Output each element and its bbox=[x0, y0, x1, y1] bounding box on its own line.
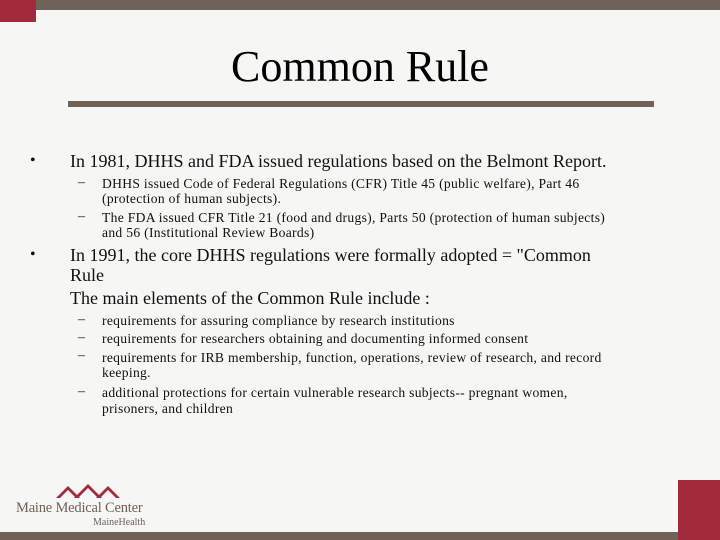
sub-bullet-1-1-line-2: (protection of human subjects). bbox=[102, 191, 282, 206]
dash-marker: – bbox=[78, 175, 85, 190]
sub-bullet-2-3-line-2: keeping. bbox=[102, 365, 151, 380]
bullet-marker: • bbox=[30, 246, 36, 263]
maine-medical-logo bbox=[16, 482, 166, 532]
bullet-2-line-1: In 1991, the core DHHS regulations were formally adopted = "Common bbox=[70, 245, 591, 265]
bullet-marker: • bbox=[30, 152, 36, 169]
logo-subtext: MaineHealth bbox=[93, 517, 146, 528]
mountain-roof-logo-icon bbox=[56, 482, 126, 500]
dash-marker: – bbox=[78, 209, 85, 224]
dash-marker: – bbox=[78, 312, 85, 327]
bottom-corner-block bbox=[678, 480, 720, 540]
sub-bullet-1-1-line-1: DHHS issued Code of Federal Regulations (CFR) Title 45 (public welfare), Part 46 bbox=[102, 176, 580, 191]
bottom-accent-bar bbox=[0, 532, 720, 540]
slide-title: Common Rule bbox=[231, 42, 489, 91]
dash-marker: – bbox=[78, 384, 85, 399]
dash-marker: – bbox=[78, 348, 85, 363]
sub-bullet-2-2: requirements for researchers obtaining and documenting informed consent bbox=[102, 331, 529, 346]
sub-bullet-1-2-line-1: The FDA issued CFR Title 21 (food and drugs), Parts 50 (protection of human subjects) bbox=[102, 210, 606, 225]
dash-marker: – bbox=[78, 330, 85, 345]
bullet-2-line-3: The main elements of the Common Rule include : bbox=[70, 288, 430, 308]
logo-wordmark: Maine Medical Center bbox=[16, 500, 143, 516]
sub-bullet-2-3-line-1: requirements for IRB membership, function, operations, review of research, and record bbox=[102, 350, 602, 365]
sub-bullet-2-1: requirements for assuring compliance by research institutions bbox=[102, 313, 455, 328]
bullet-1-text: In 1981, DHHS and FDA issued regulations based on the Belmont Report. bbox=[70, 151, 607, 171]
sub-bullet-2-4-line-2: prisoners, and children bbox=[102, 401, 234, 416]
sub-bullet-2-4-line-1: additional protections for certain vulnerable research subjects-- pregnant women, bbox=[102, 385, 568, 400]
bullet-2-line-2: Rule bbox=[70, 265, 104, 285]
sub-bullet-1-2-line-2: and 56 (Institutional Review Boards) bbox=[102, 225, 315, 240]
